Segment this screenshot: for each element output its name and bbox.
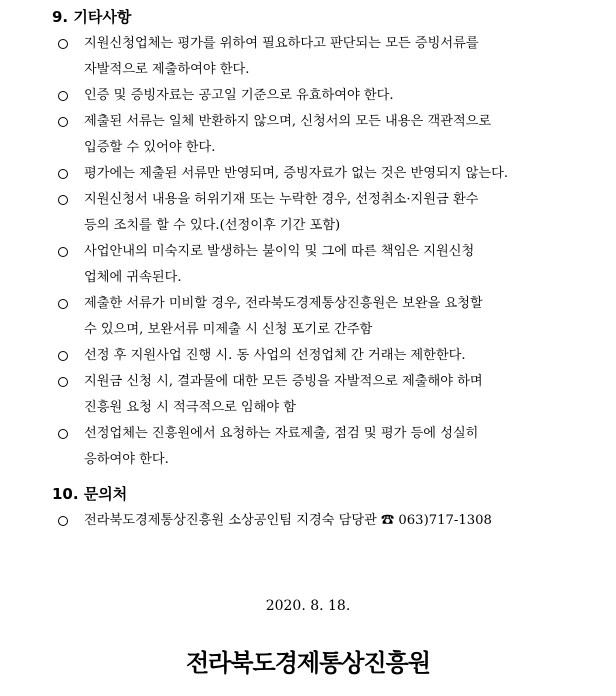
section-9-heading: 9. 기타사항: [52, 8, 132, 26]
circle-bullet-icon: [58, 39, 68, 49]
list-item-text: 입증할 수 있어야 한다.: [84, 140, 216, 155]
list-item: [58, 291, 578, 343]
list-item-text: 자발적으로 제출하여야 한다.: [84, 62, 250, 77]
list-item-text: 인증 및 증빙자료는 공고일 기준으로 유효하여야 한다.: [84, 88, 394, 103]
circle-bullet-icon: [58, 351, 68, 361]
list-item: [58, 508, 578, 534]
list-item-text: 수 있으며, 보완서류 미제출 시 신청 포기로 간주함: [84, 322, 373, 337]
organization-name: 전라북도경제통상진흥원: [185, 649, 431, 677]
circle-bullet-icon: [58, 377, 68, 387]
list-item-text: 응하여야 한다.: [84, 452, 169, 467]
list-item-text: 사업안내의 미숙지로 발생하는 불이익 및 그에 따른 책임은 지원신청: [84, 244, 475, 259]
section-10-list: [58, 508, 578, 534]
list-item: [58, 239, 578, 291]
list-item: [58, 343, 578, 369]
circle-bullet-icon: [58, 247, 68, 257]
section-9-list: [58, 31, 578, 473]
list-item-text: 선정 후 지원사업 진행 시. 동 사업의 선정업체 간 거래는 제한한다.: [84, 348, 466, 363]
circle-bullet-icon: [58, 91, 68, 101]
list-item-text: 등의 조치를 할 수 있다.(선정이후 기간 포함): [84, 218, 341, 233]
list-item: [58, 109, 578, 161]
list-item-text: 평가에는 제출된 서류만 반영되며, 증빙자료가 없는 것은 반영되지 않는다.: [84, 166, 509, 181]
list-item: [58, 421, 578, 473]
circle-bullet-icon: [58, 169, 68, 179]
list-item: [58, 369, 578, 421]
list-item: [58, 83, 578, 109]
list-item: [58, 31, 578, 83]
list-item-text: 지원신청업체는 평가를 위하여 필요하다고 판단되는 모든 증빙서류를: [84, 36, 479, 51]
list-item: [58, 187, 578, 239]
list-item-text: 지원신청서 내용을 허위기재 또는 누락한 경우, 선정취소·지원금 환수: [84, 192, 479, 207]
list-item: [58, 161, 578, 187]
list-item-text: 지원금 신청 시, 결과물에 대한 모든 증빙을 자발적으로 제출해야 하며: [84, 374, 483, 389]
section-10-heading: 10. 문의처: [52, 485, 128, 503]
list-item-text: 전라북도경제통상진흥원 소상공인팀 지경숙 담당관 ☎ 063)717-1308: [84, 513, 492, 528]
circle-bullet-icon: [58, 117, 68, 127]
circle-bullet-icon: [58, 429, 68, 439]
list-item-text: 제출된 서류는 일체 반환하지 않으며, 신청서의 모든 내용은 객관적으로: [84, 114, 492, 129]
circle-bullet-icon: [58, 195, 68, 205]
list-item-text: 업체에 귀속된다.: [84, 270, 182, 285]
circle-bullet-icon: [58, 516, 68, 526]
list-item-text: 선정업체는 진흥원에서 요청하는 자료제출, 점검 및 평가 등에 성실히: [84, 426, 479, 441]
list-item-text: 제출한 서류가 미비할 경우, 전라북도경제통상진흥원은 보완을 요청할: [84, 296, 483, 311]
circle-bullet-icon: [58, 299, 68, 309]
document-date: 2020. 8. 18.: [265, 598, 351, 614]
list-item-text: 진흥원 요청 시 적극적으로 임해야 함: [84, 400, 297, 415]
